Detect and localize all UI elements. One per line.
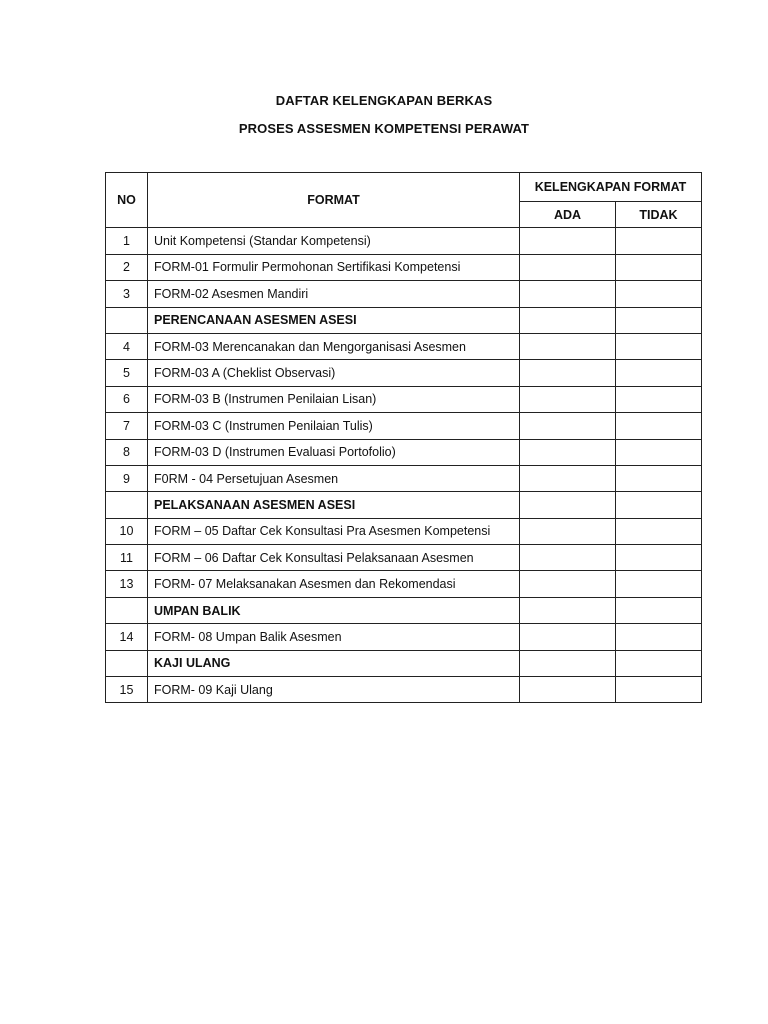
row-number: 9 bbox=[106, 465, 148, 491]
table-row bbox=[106, 333, 702, 359]
ada-cell bbox=[520, 307, 616, 333]
row-number: 2 bbox=[106, 254, 148, 280]
row-number: 14 bbox=[106, 624, 148, 650]
document-subtitle: PROSES ASSESMEN KOMPETENSI PERAWAT bbox=[238, 121, 530, 136]
ada-cell bbox=[520, 360, 616, 386]
ada-cell bbox=[520, 333, 616, 359]
tidak-cell bbox=[616, 624, 702, 650]
section-row bbox=[106, 492, 702, 518]
section-heading: PERENCANAAN ASESMEN ASESI bbox=[148, 307, 520, 333]
row-format: FORM- 07 Melaksanakan Asesmen dan Rekomendasi bbox=[148, 571, 520, 597]
row-number: 11 bbox=[106, 545, 148, 571]
row-number: 6 bbox=[106, 386, 148, 412]
ada-cell bbox=[520, 386, 616, 412]
tidak-cell bbox=[616, 333, 702, 359]
row-format: FORM-02 Asesmen Mandiri bbox=[148, 281, 520, 307]
row-format: Unit Kompetensi (Standar Kompetensi) bbox=[148, 228, 520, 254]
section-heading: PELAKSANAAN ASESMEN ASESI bbox=[148, 492, 520, 518]
checklist-table bbox=[105, 172, 702, 703]
row-number bbox=[106, 307, 148, 333]
table-row bbox=[106, 518, 702, 544]
table-row bbox=[106, 677, 702, 703]
table-row bbox=[106, 254, 702, 280]
row-number bbox=[106, 492, 148, 518]
tidak-cell bbox=[616, 465, 702, 491]
tidak-cell bbox=[616, 677, 702, 703]
ada-cell bbox=[520, 624, 616, 650]
tidak-cell bbox=[616, 571, 702, 597]
table-row bbox=[106, 228, 702, 254]
section-row bbox=[106, 307, 702, 333]
row-number: 4 bbox=[106, 333, 148, 359]
row-format: FORM-01 Formulir Permohonan Sertifikasi Kompetensi bbox=[148, 254, 520, 280]
ada-cell bbox=[520, 439, 616, 465]
row-format: F0RM - 04 Persetujuan Asesmen bbox=[148, 465, 520, 491]
ada-cell bbox=[520, 545, 616, 571]
row-number: 15 bbox=[106, 677, 148, 703]
row-number: 5 bbox=[106, 360, 148, 386]
document-title: DAFTAR KELENGKAPAN BERKAS bbox=[275, 93, 493, 108]
ada-cell bbox=[520, 228, 616, 254]
tidak-cell bbox=[616, 281, 702, 307]
tidak-cell bbox=[616, 545, 702, 571]
section-heading: KAJI ULANG bbox=[148, 650, 520, 676]
table-row bbox=[106, 571, 702, 597]
section-row bbox=[106, 650, 702, 676]
row-number: 13 bbox=[106, 571, 148, 597]
table-row bbox=[106, 281, 702, 307]
header-kelengkapan-format: KELENGKAPAN FORMAT bbox=[520, 173, 702, 202]
row-format: FORM-03 Merencanakan dan Mengorganisasi Asesmen bbox=[148, 333, 520, 359]
ada-cell bbox=[520, 492, 616, 518]
row-number: 10 bbox=[106, 518, 148, 544]
table-row bbox=[106, 386, 702, 412]
row-number bbox=[106, 597, 148, 623]
row-number: 8 bbox=[106, 439, 148, 465]
row-format: FORM-03 D (Instrumen Evaluasi Portofolio) bbox=[148, 439, 520, 465]
tidak-cell bbox=[616, 228, 702, 254]
row-number: 3 bbox=[106, 281, 148, 307]
row-number: 1 bbox=[106, 228, 148, 254]
row-format: FORM-03 A (Cheklist Observasi) bbox=[148, 360, 520, 386]
ada-cell bbox=[520, 281, 616, 307]
row-number bbox=[106, 650, 148, 676]
header-tidak: TIDAK bbox=[616, 202, 702, 228]
header-no: NO bbox=[106, 173, 148, 228]
ada-cell bbox=[520, 465, 616, 491]
tidak-cell bbox=[616, 360, 702, 386]
header-format: FORMAT bbox=[148, 173, 520, 228]
row-format: FORM- 09 Kaji Ulang bbox=[148, 677, 520, 703]
tidak-cell bbox=[616, 492, 702, 518]
ada-cell bbox=[520, 518, 616, 544]
table-row bbox=[106, 624, 702, 650]
ada-cell bbox=[520, 413, 616, 439]
section-row bbox=[106, 597, 702, 623]
ada-cell bbox=[520, 597, 616, 623]
tidak-cell bbox=[616, 386, 702, 412]
row-format: FORM- 08 Umpan Balik Asesmen bbox=[148, 624, 520, 650]
tidak-cell bbox=[616, 413, 702, 439]
section-heading: UMPAN BALIK bbox=[148, 597, 520, 623]
table-row bbox=[106, 360, 702, 386]
table-row bbox=[106, 439, 702, 465]
ada-cell bbox=[520, 677, 616, 703]
tidak-cell bbox=[616, 439, 702, 465]
tidak-cell bbox=[616, 307, 702, 333]
table-row bbox=[106, 465, 702, 491]
header-ada: ADA bbox=[520, 202, 616, 228]
tidak-cell bbox=[616, 518, 702, 544]
table-row bbox=[106, 413, 702, 439]
ada-cell bbox=[520, 571, 616, 597]
tidak-cell bbox=[616, 650, 702, 676]
table-row bbox=[106, 545, 702, 571]
row-format: FORM – 05 Daftar Cek Konsultasi Pra Asesmen Kompetensi bbox=[148, 518, 520, 544]
row-format: FORM – 06 Daftar Cek Konsultasi Pelaksanaan Asesmen bbox=[148, 545, 520, 571]
tidak-cell bbox=[616, 597, 702, 623]
row-format: FORM-03 C (Instrumen Penilaian Tulis) bbox=[148, 413, 520, 439]
tidak-cell bbox=[616, 254, 702, 280]
ada-cell bbox=[520, 254, 616, 280]
row-format: FORM-03 B (Instrumen Penilaian Lisan) bbox=[148, 386, 520, 412]
ada-cell bbox=[520, 650, 616, 676]
row-number: 7 bbox=[106, 413, 148, 439]
